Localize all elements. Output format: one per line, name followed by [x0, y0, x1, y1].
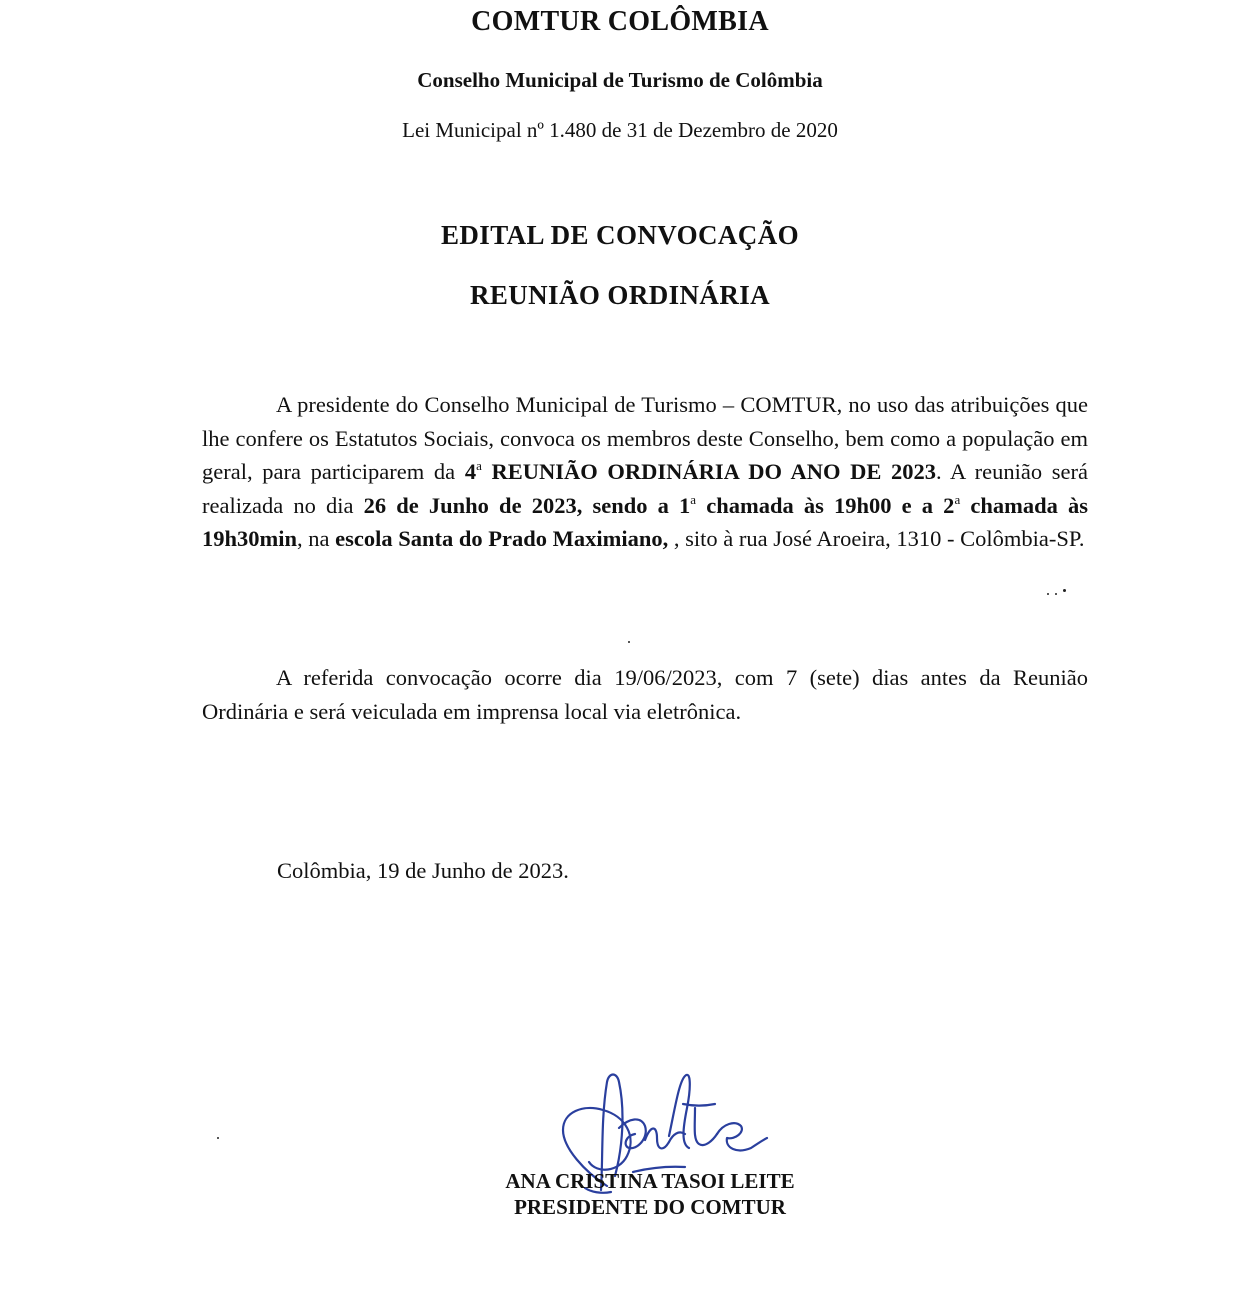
paragraph1-part2: . A reunião será realizada no dia — [202, 459, 1088, 518]
scan-speck — [217, 1137, 219, 1139]
council-name: Conselho Municipal de Turismo de Colômbia — [417, 68, 823, 92]
first-call-sup: a — [690, 491, 697, 507]
signer-name: ANA CRISTINA TASOI LEITE — [505, 1169, 795, 1193]
publication-paragraph — [202, 661, 1088, 728]
meeting-address: , sito à rua José Aroeira, 1310 - Colômbia-SP. — [668, 526, 1085, 551]
meeting-number: 4 — [464, 459, 477, 484]
date-line: Colômbia, 19 de Junho de 2023. — [277, 858, 569, 883]
meeting-date: 26 de Junho de 2023, sendo a 1 — [363, 492, 691, 518]
law-reference: Lei Municipal nº 1.480 de 31 de Dezembro de 2020 — [402, 118, 838, 142]
document-title: EDITAL DE CONVOCAÇÃO — [441, 220, 799, 250]
meeting-name: REUNIÃO ORDINÁRIA DO ANO DE 2023 — [481, 459, 936, 484]
paragraph1-part3: , na — [297, 526, 336, 551]
scan-speck — [628, 641, 630, 643]
scan-speck — [1047, 593, 1049, 595]
org-title: COMTUR COLÔMBIA — [471, 6, 769, 37]
second-call-sup: a — [954, 491, 961, 507]
meeting-venue: escola Santa do Prado Maximiano, — [335, 526, 669, 551]
signer-role: PRESIDENTE DO COMTUR — [514, 1195, 786, 1219]
meeting-number-sup: a — [476, 458, 482, 473]
convocation-paragraph — [202, 388, 1088, 556]
first-call-time: chamada às 19h00 e a 2 — [696, 492, 955, 518]
paragraph1-part1: A presidente do Conselho Municipal de Turismo – COMTUR, no uso das atribuições que lhe confere os Estatutos Sociais, convoca os membros deste Conselho, bem como a população em geral, para participarem da — [202, 392, 1088, 484]
scan-speck — [1055, 593, 1057, 595]
document-subtitle: REUNIÃO ORDINÁRIA — [469, 280, 771, 310]
paragraph2-text: A referida convocação ocorre dia 19/06/2023, com 7 (sete) dias antes da Reunião Ordinária e será veiculada em imprensa local via eletrônica. — [202, 665, 1088, 724]
scan-speck — [1063, 589, 1066, 592]
second-call-time: chamada às 19h30min — [202, 492, 1089, 551]
